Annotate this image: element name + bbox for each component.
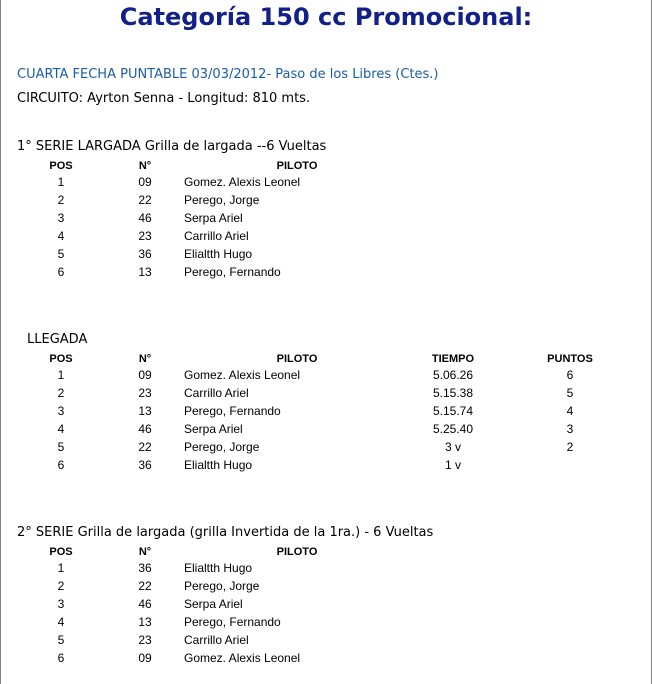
num-cell: 46 xyxy=(138,422,152,436)
piloto-cell: Perego, Jorge xyxy=(184,440,260,454)
pos-cell: 3 xyxy=(57,211,65,225)
piloto-cell: Gomez. Alexis Leonel xyxy=(184,651,301,665)
serie2-heading: 2° SERIE Grilla de largada (grilla Invertida de la 1ra.) - 6 Vueltas xyxy=(17,525,434,540)
table-row xyxy=(1,227,652,245)
puntos-cell: 4 xyxy=(566,404,574,418)
pos-cell: 3 xyxy=(57,597,65,611)
num-cell: 23 xyxy=(138,386,152,400)
tiempo-cell: 5.06.26 xyxy=(432,368,474,382)
pos-cell: 5 xyxy=(57,440,65,454)
table-row xyxy=(1,438,652,456)
table-row xyxy=(1,559,652,577)
piloto-cell: Perego, Jorge xyxy=(184,579,260,593)
num-cell: 36 xyxy=(138,247,152,261)
pos-cell: 1 xyxy=(57,175,65,189)
tiempo-cell: 5.15.38 xyxy=(432,386,474,400)
header-num: N° xyxy=(138,160,152,172)
piloto-cell: Carrillo Ariel xyxy=(184,386,249,400)
piloto-cell: Elialtth Hugo xyxy=(184,458,253,472)
num-cell: 46 xyxy=(138,211,152,225)
page-title: Categoría 150 cc Promocional: xyxy=(119,3,533,31)
table-row xyxy=(1,613,652,631)
num-cell: 09 xyxy=(138,368,152,382)
llegada-heading: LLEGADA xyxy=(27,332,88,347)
table-row xyxy=(1,366,652,384)
pos-cell: 1 xyxy=(57,368,65,382)
num-cell: 13 xyxy=(138,265,152,279)
table-row xyxy=(1,384,652,402)
table-row xyxy=(1,649,652,667)
pos-cell: 4 xyxy=(57,229,65,243)
serie1-heading: 1° SERIE LARGADA Grilla de largada --6 Vueltas xyxy=(17,139,327,154)
num-cell: 13 xyxy=(138,615,152,629)
tiempo-cell: 5.15.74 xyxy=(432,404,474,418)
table-row xyxy=(1,263,652,281)
num-cell: 23 xyxy=(138,229,152,243)
pos-cell: 1 xyxy=(57,561,65,575)
table-row xyxy=(1,245,652,263)
num-cell: 36 xyxy=(138,458,152,472)
table-row xyxy=(1,420,652,438)
piloto-cell: Gomez. Alexis Leonel xyxy=(184,368,301,382)
piloto-cell: Perego, Fernando xyxy=(184,615,281,629)
header-num: N° xyxy=(138,546,152,558)
piloto-cell: Serpa Ariel xyxy=(184,597,243,611)
puntos-cell: 2 xyxy=(566,440,574,454)
pos-cell: 5 xyxy=(57,633,65,647)
header-pos: POS xyxy=(49,160,73,172)
pos-cell: 3 xyxy=(57,404,65,418)
pos-cell: 6 xyxy=(57,651,65,665)
piloto-cell: Perego, Fernando xyxy=(184,404,281,418)
header-tiempo: TIEMPO xyxy=(431,353,475,365)
tiempo-cell: 5.25.40 xyxy=(432,422,474,436)
num-cell: 23 xyxy=(138,633,152,647)
num-cell: 22 xyxy=(138,193,152,207)
puntos-cell: 6 xyxy=(566,368,574,382)
piloto-cell: Carrillo Ariel xyxy=(184,633,249,647)
puntos-cell: 5 xyxy=(566,386,574,400)
num-cell: 09 xyxy=(138,651,152,665)
piloto-cell: Perego, Jorge xyxy=(184,193,260,207)
table-row xyxy=(1,173,652,191)
tiempo-cell: 1 v xyxy=(444,458,461,472)
header-piloto: PILOTO xyxy=(276,353,318,365)
circuit-info: CIRCUITO: Ayrton Senna - Longitud: 810 mts. xyxy=(17,91,311,106)
num-cell: 22 xyxy=(138,440,152,454)
table-row xyxy=(1,595,652,613)
event-subtitle: CUARTA FECHA PUNTABLE 03/03/2012- Paso de los Libres (Ctes.) xyxy=(17,67,439,82)
header-pos: POS xyxy=(49,546,73,558)
num-cell: 36 xyxy=(138,561,152,575)
pos-cell: 2 xyxy=(57,579,65,593)
table-row xyxy=(1,209,652,227)
header-num: N° xyxy=(138,353,152,365)
header-piloto: PILOTO xyxy=(276,160,318,172)
num-cell: 46 xyxy=(138,597,152,611)
pos-cell: 4 xyxy=(57,615,65,629)
piloto-cell: Elialtth Hugo xyxy=(184,561,253,575)
pos-cell: 6 xyxy=(57,458,65,472)
piloto-cell: Serpa Ariel xyxy=(184,211,243,225)
header-pos: POS xyxy=(49,353,73,365)
header-piloto: PILOTO xyxy=(276,546,318,558)
piloto-cell: Carrillo Ariel xyxy=(184,229,249,243)
puntos-cell: 3 xyxy=(566,422,574,436)
num-cell: 13 xyxy=(138,404,152,418)
tiempo-cell: 3 v xyxy=(444,440,461,454)
pos-cell: 4 xyxy=(57,422,65,436)
table-row xyxy=(1,402,652,420)
header-puntos: PUNTOS xyxy=(547,353,593,365)
num-cell: 09 xyxy=(138,175,152,189)
num-cell: 22 xyxy=(138,579,152,593)
pos-cell: 5 xyxy=(57,247,65,261)
piloto-cell: Perego, Fernando xyxy=(184,265,281,279)
pos-cell: 6 xyxy=(57,265,65,279)
table-row xyxy=(1,456,652,474)
table-row xyxy=(1,631,652,649)
piloto-cell: Elialtth Hugo xyxy=(184,247,253,261)
piloto-cell: Serpa Ariel xyxy=(184,422,243,436)
piloto-cell: Gomez. Alexis Leonel xyxy=(184,175,301,189)
table-row xyxy=(1,191,652,209)
table-row xyxy=(1,577,652,595)
pos-cell: 2 xyxy=(57,386,65,400)
pos-cell: 2 xyxy=(57,193,65,207)
